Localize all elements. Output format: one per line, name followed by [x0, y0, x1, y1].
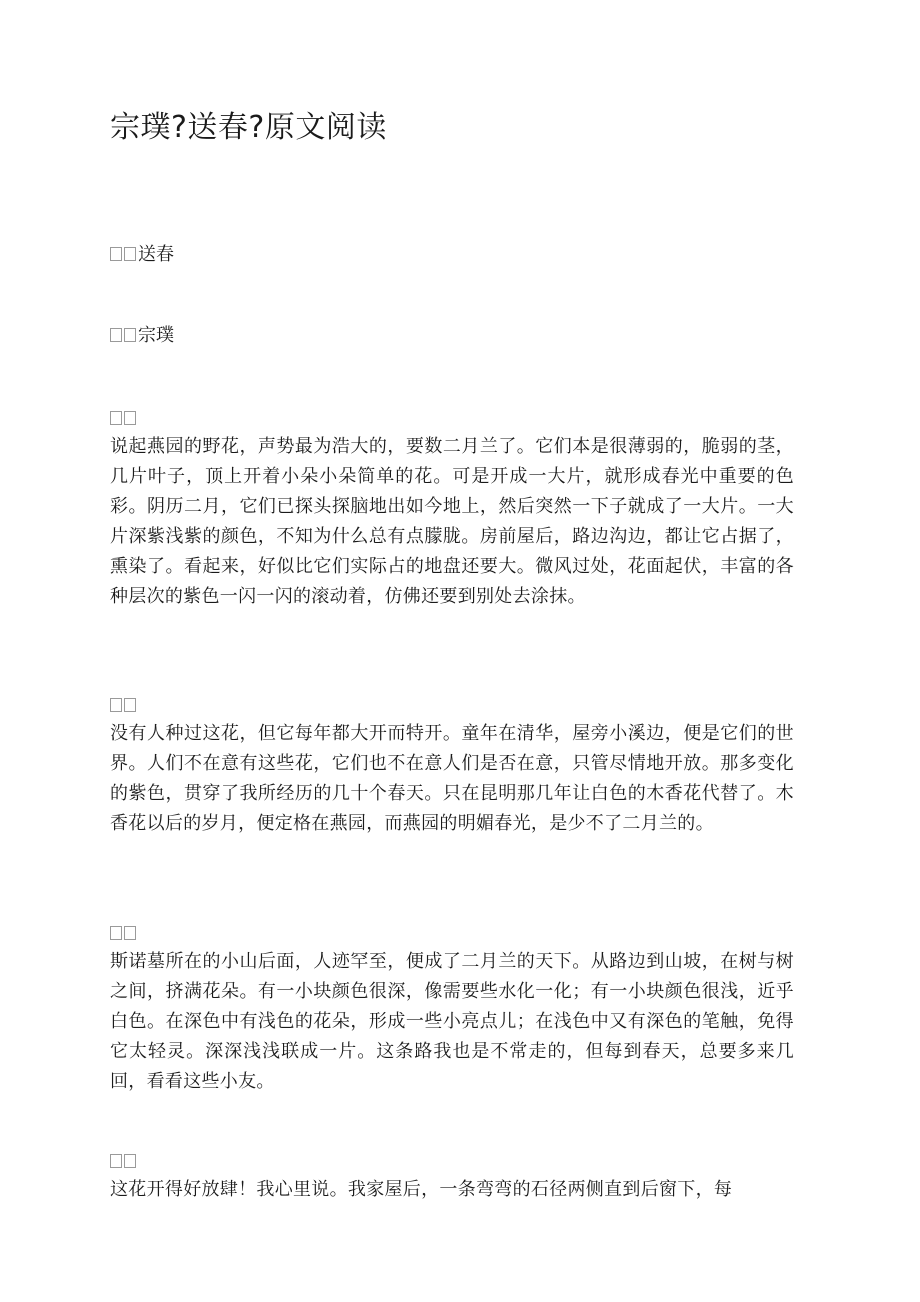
- paragraph-indent-marker: [110, 409, 138, 427]
- placeholder-glyph: [124, 328, 136, 342]
- placeholder-glyph: [110, 247, 122, 261]
- author-name: 宗璞: [138, 325, 174, 346]
- placeholder-glyph: [110, 328, 122, 342]
- paragraph-indent-marker: [110, 1152, 138, 1170]
- placeholder-glyph: [124, 247, 136, 261]
- essay-title-line: [110, 243, 174, 267]
- author-line: [110, 324, 174, 348]
- document-title: 宗璞?送春?原文阅读: [110, 110, 387, 145]
- paragraph-indent-marker: [110, 924, 138, 942]
- paragraph-indent-marker: [110, 696, 138, 714]
- paragraph-2: 没有人种过这花，但它每年都大开而特开。童年在清华，屋旁小溪边，便是它们的世界。人们不在意有这些花，它们也不在意人们是否在意，只管尽情地开放。那多变化的紫色，贯穿了我所经历的几十个春天。只在昆明那几年让白色的木香花代替了。木香花以后的岁月，便定格在燕园，而燕园的明媚春光，是少不了二月兰的。: [110, 723, 794, 834]
- paragraph-4: 这花开得好放肆！我心里说。我家屋后，一条弯弯的石径两侧直到后窗下，每: [110, 1179, 733, 1200]
- paragraph-3: 斯诺墓所在的小山后面，人迹罕至，便成了二月兰的天下。从路边到山坡，在树与树之间，挤满花朵。有一小块颜色很深，像需要些水化一化；有一小块颜色很浅，近乎白色。在深色中有浅色的花朵，形成一些小亮点儿；在浅色中又有深色的笔触，免得它太轻灵。深深浅浅联成一片。这条路我也是不常走的，但每到春天，总要多来几回，看看这些小友。: [110, 951, 794, 1092]
- essay-title: 送春: [138, 244, 174, 265]
- paragraph-1: 说起燕园的野花，声势最为浩大的，要数二月兰了。它们本是很薄弱的，脆弱的茎，几片叶子，顶上开着小朵小朵简单的花。可是开成一大片，就形成春光中重要的色彩。阴历二月，它们已探头探脑地出如今地上，然后突然一下子就成了一大片。一大片深紫浅紫的颜色，不知为什么总有点朦胧。房前屋后，路边沟边，都让它占据了，熏染了。看起来，好似比它们实际占的地盘还要大。微风过处，花面起伏，丰富的各种层次的紫色一闪一闪的滚动着，仿佛还要到别处去涂抹。: [110, 436, 794, 607]
